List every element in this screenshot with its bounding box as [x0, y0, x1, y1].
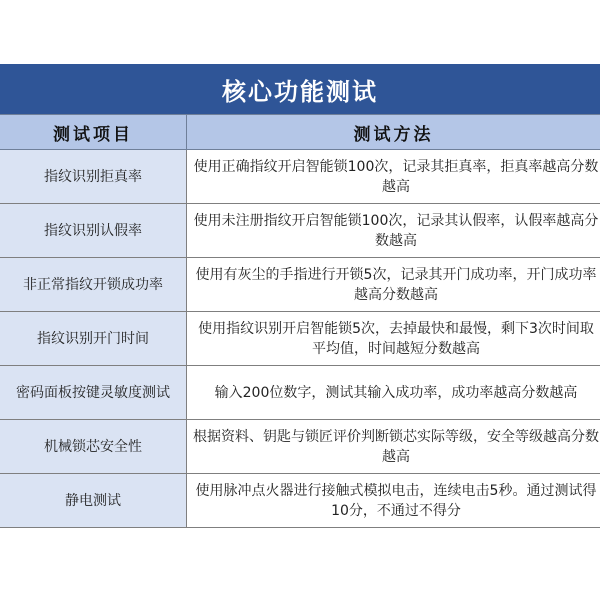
row-method	[187, 258, 600, 312]
row-item: 机械锁芯安全性	[0, 420, 187, 474]
header-test-item: 测试项目	[0, 114, 187, 150]
row-method	[187, 150, 600, 204]
row-method-text: 输入200位数字，测试其输入成功率，成功率越高分数越高	[214, 384, 578, 401]
row-method-text: 使用指纹识别开启智能锁5次，去掉最快和最慢，剩下3次时间取平均值，时间越短分数越高	[198, 320, 594, 357]
row-item: 密码面板按键灵敏度测试	[0, 366, 187, 420]
row-item: 静电测试	[0, 474, 187, 528]
row-item: 指纹识别开门时间	[0, 312, 187, 366]
row-method	[187, 204, 600, 258]
table-title: 核心功能测试	[0, 64, 600, 114]
row-method	[187, 474, 600, 528]
row-method	[187, 366, 600, 420]
table-grid	[0, 114, 600, 528]
row-item: 指纹识别认假率	[0, 204, 187, 258]
row-method-text: 使用脉冲点火器进行接触式模拟电击，连续电击5秒。通过测试得10分，不通过不得分	[195, 482, 597, 519]
header-test-method: 测试方法	[187, 114, 600, 150]
row-method-text: 使用未注册指纹开启智能锁100次，记录其认假率，认假率越高分数越高	[193, 212, 599, 249]
row-method-text: 使用正确指纹开启智能锁100次，记录其拒真率，拒真率越高分数越高	[193, 158, 599, 195]
row-method-text: 根据资料、钥匙与锁匠评价判断锁芯实际等级，安全等级越高分数越高	[193, 428, 599, 465]
row-item: 非正常指纹开锁成功率	[0, 258, 187, 312]
row-method-text: 使用有灰尘的手指进行开锁5次，记录其开门成功率，开门成功率越高分数越高	[195, 266, 597, 303]
core-function-test-table	[0, 64, 600, 528]
row-method	[187, 420, 600, 474]
row-method	[187, 312, 600, 366]
row-item: 指纹识别拒真率	[0, 150, 187, 204]
